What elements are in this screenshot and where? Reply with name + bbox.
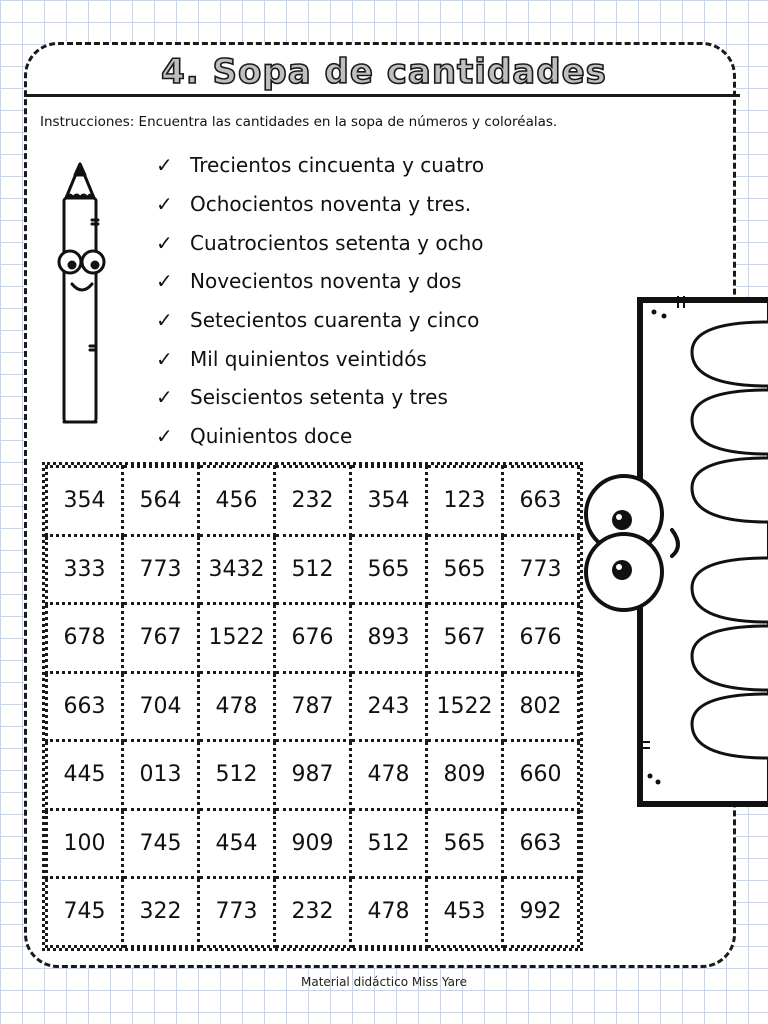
clue-text: Novecientos noventa y dos [190, 269, 462, 294]
grid-cell[interactable]: 992 [503, 878, 579, 947]
footer-credit: Material didáctico Miss Yare [301, 975, 467, 989]
grid-cell[interactable]: 809 [427, 741, 503, 810]
grid-cell[interactable]: 512 [275, 535, 351, 604]
grid-cell[interactable]: 564 [123, 467, 199, 536]
grid-cell[interactable]: 745 [47, 878, 123, 947]
grid-cell[interactable]: 3432 [199, 535, 275, 604]
table-row [47, 672, 579, 741]
grid-cell[interactable]: 232 [275, 467, 351, 536]
check-icon: ✓ [156, 346, 173, 371]
grid-cell[interactable]: 1522 [199, 604, 275, 673]
grid-cell[interactable]: 478 [351, 878, 427, 947]
check-icon: ✓ [156, 385, 173, 410]
grid-cell[interactable]: 445 [47, 741, 123, 810]
grid-cell[interactable]: 456 [199, 467, 275, 536]
grid-cell[interactable]: 787 [275, 672, 351, 741]
clue-item [156, 146, 484, 185]
grid-cell[interactable]: 243 [351, 672, 427, 741]
clue-item [156, 301, 484, 340]
grid-cell[interactable]: 773 [123, 535, 199, 604]
grid-cell[interactable]: 100 [47, 809, 123, 878]
table-row [47, 535, 579, 604]
clue-item [156, 223, 484, 262]
check-icon: ✓ [156, 230, 173, 255]
check-icon: ✓ [156, 153, 173, 178]
grid-cell[interactable]: 745 [123, 809, 199, 878]
grid-cell[interactable]: 322 [123, 878, 199, 947]
grid-cell[interactable]: 454 [199, 809, 275, 878]
table-row [47, 467, 579, 536]
grid-cell[interactable]: 013 [123, 741, 199, 810]
grid-cell[interactable]: 909 [275, 809, 351, 878]
clue-list [156, 146, 484, 456]
grid-cell[interactable]: 333 [47, 535, 123, 604]
clue-item [156, 339, 484, 378]
check-icon: ✓ [156, 192, 173, 217]
grid-cell[interactable]: 802 [503, 672, 579, 741]
grid-cell[interactable]: 354 [47, 467, 123, 536]
grid-cell[interactable]: 663 [503, 809, 579, 878]
clue-text: Mil quinientos veintidós [190, 346, 427, 371]
grid-cell[interactable]: 660 [503, 741, 579, 810]
grid-cell[interactable]: 453 [427, 878, 503, 947]
page-title: 4. Sopa de cantidades [161, 52, 607, 92]
grid-cell[interactable]: 773 [199, 878, 275, 947]
check-icon: ✓ [156, 269, 173, 294]
number-soup-grid [42, 462, 583, 951]
pencil-character-icon [46, 158, 116, 428]
grid-cell[interactable]: 512 [351, 809, 427, 878]
grid-cell[interactable]: 512 [199, 741, 275, 810]
grid-cell[interactable]: 663 [503, 467, 579, 536]
clue-text: Seiscientos setenta y tres [190, 385, 448, 410]
clue-text: Quinientos doce [190, 424, 353, 449]
check-icon: ✓ [156, 308, 173, 333]
grid-cell[interactable]: 354 [351, 467, 427, 536]
clue-text: Trecientos cincuenta y cuatro [190, 153, 485, 178]
grid-cell[interactable]: 767 [123, 604, 199, 673]
grid-cell[interactable]: 1522 [427, 672, 503, 741]
grid-cell[interactable]: 123 [427, 467, 503, 536]
clue-item [156, 378, 484, 417]
clue-text: Ochocientos noventa y tres. [190, 192, 472, 217]
clue-text: Setecientos cuarenta y cinco [190, 308, 480, 333]
grid-cell[interactable]: 478 [351, 741, 427, 810]
title-divider [24, 94, 740, 97]
grid-cell[interactable]: 663 [47, 672, 123, 741]
table-row [47, 809, 579, 878]
grid-cell[interactable]: 676 [275, 604, 351, 673]
clue-item [156, 417, 484, 456]
grid-cell[interactable]: 565 [427, 809, 503, 878]
grid-cell[interactable]: 567 [427, 604, 503, 673]
clue-text: Cuatrocientos setenta y ocho [190, 230, 484, 255]
clue-item [156, 262, 484, 301]
grid-cell[interactable]: 893 [351, 604, 427, 673]
grid-cell[interactable]: 773 [503, 535, 579, 604]
number-table [45, 465, 580, 948]
grid-cell[interactable]: 565 [427, 535, 503, 604]
grid-cell[interactable]: 232 [275, 878, 351, 947]
table-row [47, 741, 579, 810]
check-icon: ✓ [156, 424, 173, 449]
table-row [47, 604, 579, 673]
grid-cell[interactable]: 676 [503, 604, 579, 673]
grid-cell[interactable]: 987 [275, 741, 351, 810]
grid-cell[interactable]: 704 [123, 672, 199, 741]
instructions-text: Instrucciones: Encuentra las cantidades en la sopa de números y coloréalas. [40, 114, 558, 130]
grid-cell[interactable]: 478 [199, 672, 275, 741]
grid-cell[interactable]: 565 [351, 535, 427, 604]
table-row [47, 878, 579, 947]
grid-cell[interactable]: 678 [47, 604, 123, 673]
monster-character-icon [584, 294, 768, 810]
clue-item [156, 185, 484, 224]
